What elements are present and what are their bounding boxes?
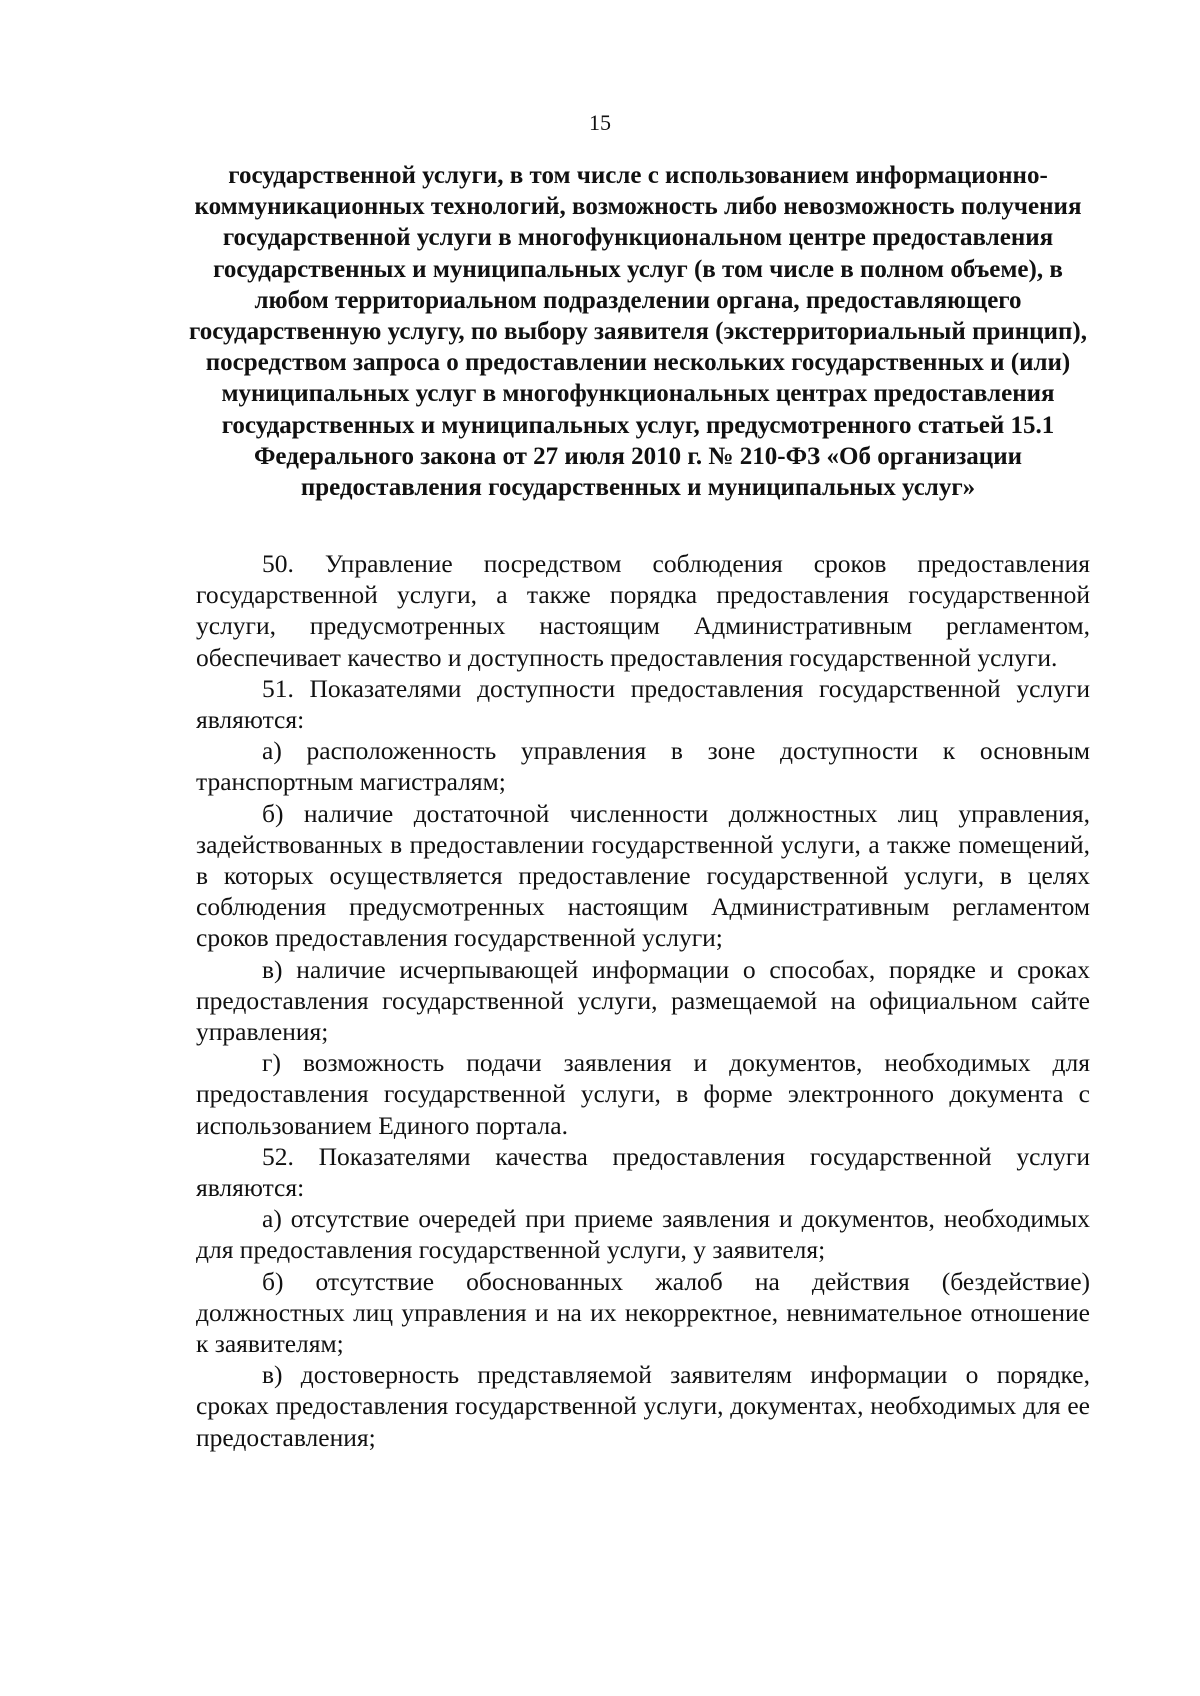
section-heading: государственной услуги, в том числе с использованием информационно-коммуникационных технологий, возможность либо невозможность получения государственной услуги в многофункциональном центре предоставления государственных и муниципальных услуг (в том числе в полном объеме), в любом территориальном подразделении органа, предоставляющего государственную услугу, по выбору заявителя (экстерриториальный принцип), посредством запроса о предоставлении нескольких государственных и (или) муниципальных услуг в многофункциональных центрах предоставления государственных и муниципальных услуг, предусмотренного статьей 15.1 Федерального закона от 27 июля 2010 г. № 210-ФЗ «Об организации предоставления государственных и муниципальных услуг» (189, 162, 1087, 502)
list-item-51-v: в) наличие исчерпывающей информации о способах, порядке и сроках предоставления государственной услуги, размещаемой на официальном сайте управления; (196, 954, 1090, 1047)
list-item-51-b: б) наличие достаточной численности должностных лиц управления, задействованных в предоставлении государственной услуги, а также помещений, в которых осуществляется предоставление государственной услуги, в целях соблюдения предусмотренных настоящим Административным регламентом сроков предоставления государственной услуги; (196, 798, 1090, 953)
document-body (196, 548, 1090, 1453)
list-item-52-b: б) отсутствие обоснованных жалоб на действия (бездействие) должностных лиц управления и на их некорректное, невнимательное отношение к заявителям; (196, 1266, 1090, 1359)
list-item-51-a: а) расположенность управления в зоне доступности к основным транспортным магистралям; (196, 736, 1090, 797)
list-item-51-g: г) возможность подачи заявления и документов, необходимых для предоставления государственной услуги, в форме электронного документа с использованием Единого портала. (196, 1048, 1090, 1140)
paragraph-52: 52. Показателями качества предоставления государственной услуги являются: (196, 1141, 1090, 1203)
list-item-52-v: в) достоверность представляемой заявителям информации о порядке, сроках предоставления государственной услуги, документах, необходимых для ее предоставления; (196, 1360, 1090, 1452)
page-number: 15 (589, 110, 611, 135)
list-item-52-a: а) отсутствие очередей при приеме заявления и документов, необходимых для предоставления государственной услуги, у заявителя; (196, 1204, 1090, 1265)
paragraph-50: 50. Управление посредством соблюдения сроков предоставления государственной услуги, а также порядка предоставления государственной услуги, предусмотренных настоящим Административным регламентом, обеспечивает качество и доступность предоставления государственной услуги. (196, 549, 1090, 672)
paragraph-51: 51. Показателями доступности предоставления государственной услуги являются: (196, 673, 1090, 735)
